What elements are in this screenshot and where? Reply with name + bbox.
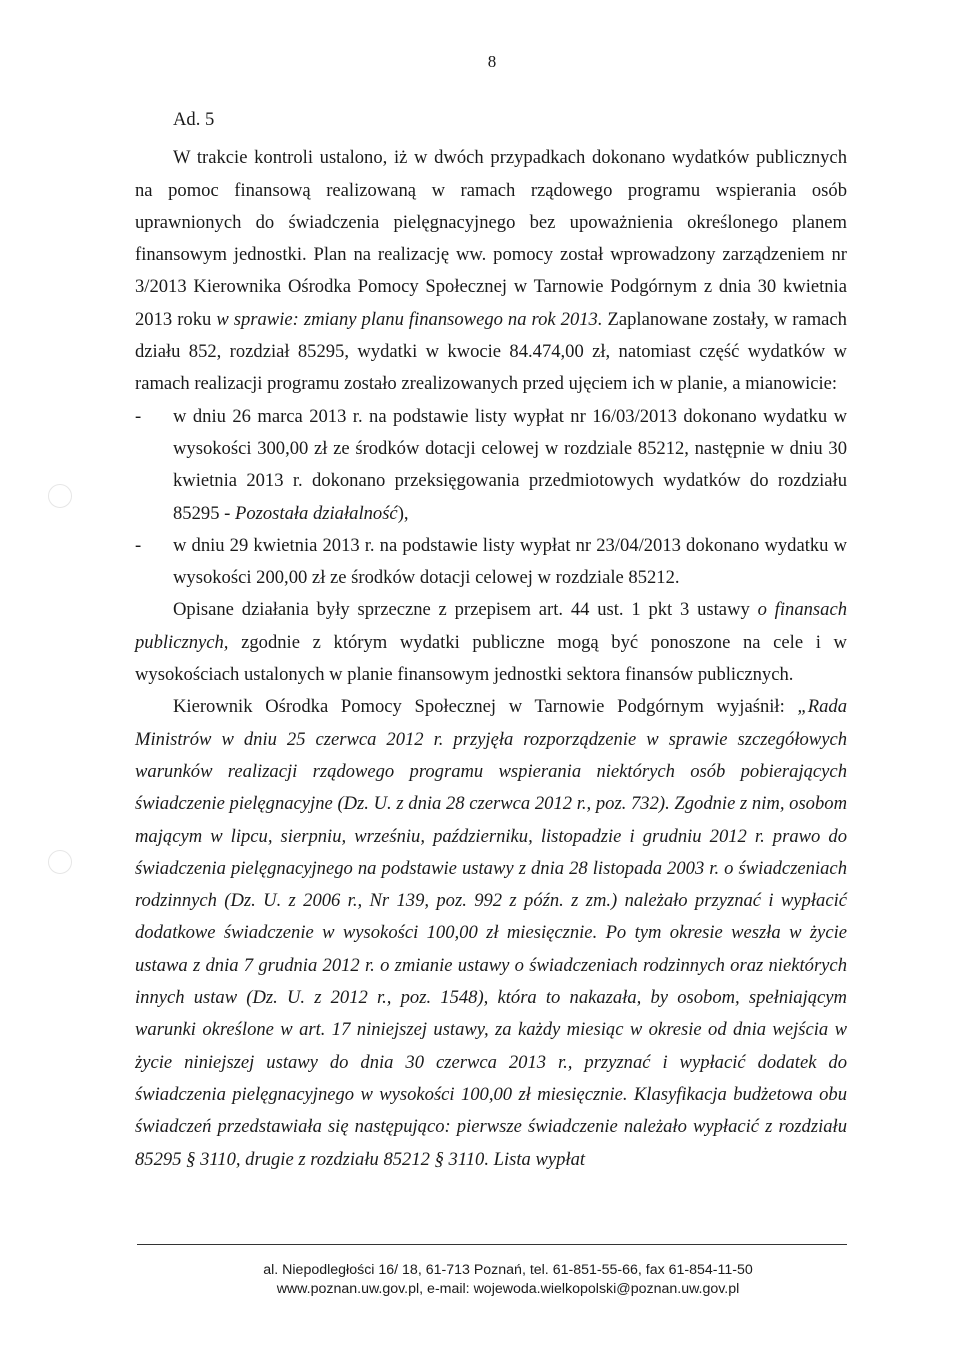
- list-item-text-end: ),: [397, 502, 409, 524]
- list-dash: -: [135, 534, 142, 556]
- list-item-text: w dniu 29 kwietnia 2013 r. na podstawie listy wypłat nr 23/04/2013 dokonano wydatku w wysokości 200,00 zł ze środków dotacji celowej w rozdziale 85212.: [173, 534, 847, 589]
- paragraph-violation: [135, 594, 847, 691]
- document-body: [135, 104, 847, 1176]
- paragraph-text: Opisane działania były sprzeczne z przepisem art. 44 ust. 1 pkt 3 ustawy: [173, 599, 758, 621]
- paragraph-text-end: Zaplanowane zostały, w ramach działu 852, rozdział 85295, wydatki w kwocie 84.474,00 zł, natomiast część wydatków w ramach realizacji programu zostało zrealizowanych przed ujęciem ich w planie, a mianowicie:: [135, 308, 847, 395]
- paragraph-text-end: zgodnie z którym wydatki publiczne mogą być ponoszone na cele i w wysokościach ustalonych w planie finansowym jednostki sektora finansów publicznych.: [135, 631, 847, 686]
- chapter-name: Pozostała działalność: [234, 502, 398, 524]
- paragraph-text: Kierownik Ośrodka Pomocy Społecznej w Tarnowie Podgórnym wyjaśnił:: [173, 696, 798, 718]
- list-item-text: w dniu 26 marca 2013 r. na podstawie listy wypłat nr 16/03/2013 dokonano wydatku w wysokości 300,00 zł ze środków dotacji celowej w rozdziale 85212, następnie w dniu 30 kwietnia 2013 r. dokonano przeksięgowania przedmiotowych wydatków do rozdziału 85295 -: [173, 405, 847, 524]
- footer-contact: www.poznan.uw.gov.pl, e-mail: wojewoda.wielkopolski@poznan.uw.gov.pl: [276, 1281, 740, 1297]
- page-number: 8: [487, 52, 497, 71]
- paragraph-explanation: [135, 691, 847, 1175]
- punch-hole-top: [48, 484, 72, 508]
- punch-hole-bottom: [48, 850, 72, 874]
- section-heading: Ad. 5: [173, 109, 215, 130]
- list-item: [135, 401, 847, 530]
- footer: [28, 1261, 960, 1299]
- footer-address: al. Niepodległości 16/ 18, 61-713 Poznań, tel. 61-851-55-66, fax 61-854-11-50: [263, 1262, 753, 1278]
- list-item: [135, 530, 847, 595]
- paragraph-text: W trakcie kontroli ustalono, iż w dwóch przypadkach dokonano wydatków publicznych na pomoc finansową realizowaną w ramach rządowego programu wspierania osób uprawnionych do świadczenia pielęgnacyjnego bez upoważnienia określonego planem finansowym jednostki. Plan na realizację ww. pomocy został wprowadzony zarządzeniem nr 3/2013 Kierownika Ośrodka Pomocy Społecznej w Tarnowie Podgórnym z dnia 30 kwietnia 2013 roku: [135, 147, 847, 330]
- paragraph-findings: [135, 142, 847, 400]
- regulation-title: w sprawie: zmiany planu finansowego na rok 2013.: [216, 308, 603, 330]
- explanation-quote: „Rada Ministrów w dniu 25 czerwca 2012 r. przyjęła rozporządzenie w sprawie szczegółowych warunków realizacji rządowego programu wspierania niektórych osób pobierających świadczenie pielęgnacyjne (Dz. U. z dnia 28 czerwca 2012 r., poz. 732). Zgodnie z nim, osobom mającym w lipcu, sierpniu, wrześniu, październiku, listopadzie i grudniu 2012 r. prawo do świadczenia pielęgnacyjnego na podstawie ustawy z dnia 28 listopada 2003 r. o świadczeniach rodzinnych (Dz. U. z 2006 r., Nr 139, poz. 992 z późn. z zm.) należało przyznać i wypłacić dodatkowe świadczenie w wysokości 100,00 zł miesięcznie. Po tym okresie weszła w życie ustawa z dnia 7 grudnia 2012 r. o zmianie ustawy o świadczeniach rodzinnych oraz niektórych innych ustaw (Dz. U. z 2012 r., poz. 1548), która to nakazała, by osobom, spełniającym warunki określone w art. 17 niniejszej ustawy, za każdy miesiąc w okresie od dnia wejścia w życie niniejszej ustawy do dnia 30 czerwca 2013 r., przyznać i wypłacić dodatek do świadczenia pielęgnacyjnego w wysokości 100,00 zł miesięcznie. Klasyfikacja budżetowa obu świadczeń przedstawiała się następująco: pierwsze świadczenie należało wypłacić z rozdziału 85295 § 3110, drugie z rozdziału 85212 § 3110. Lista wypłat: [135, 696, 847, 1170]
- list-dash: -: [135, 405, 142, 427]
- footer-divider: [137, 1244, 847, 1245]
- act-title: o finansach publicznych,: [135, 599, 847, 653]
